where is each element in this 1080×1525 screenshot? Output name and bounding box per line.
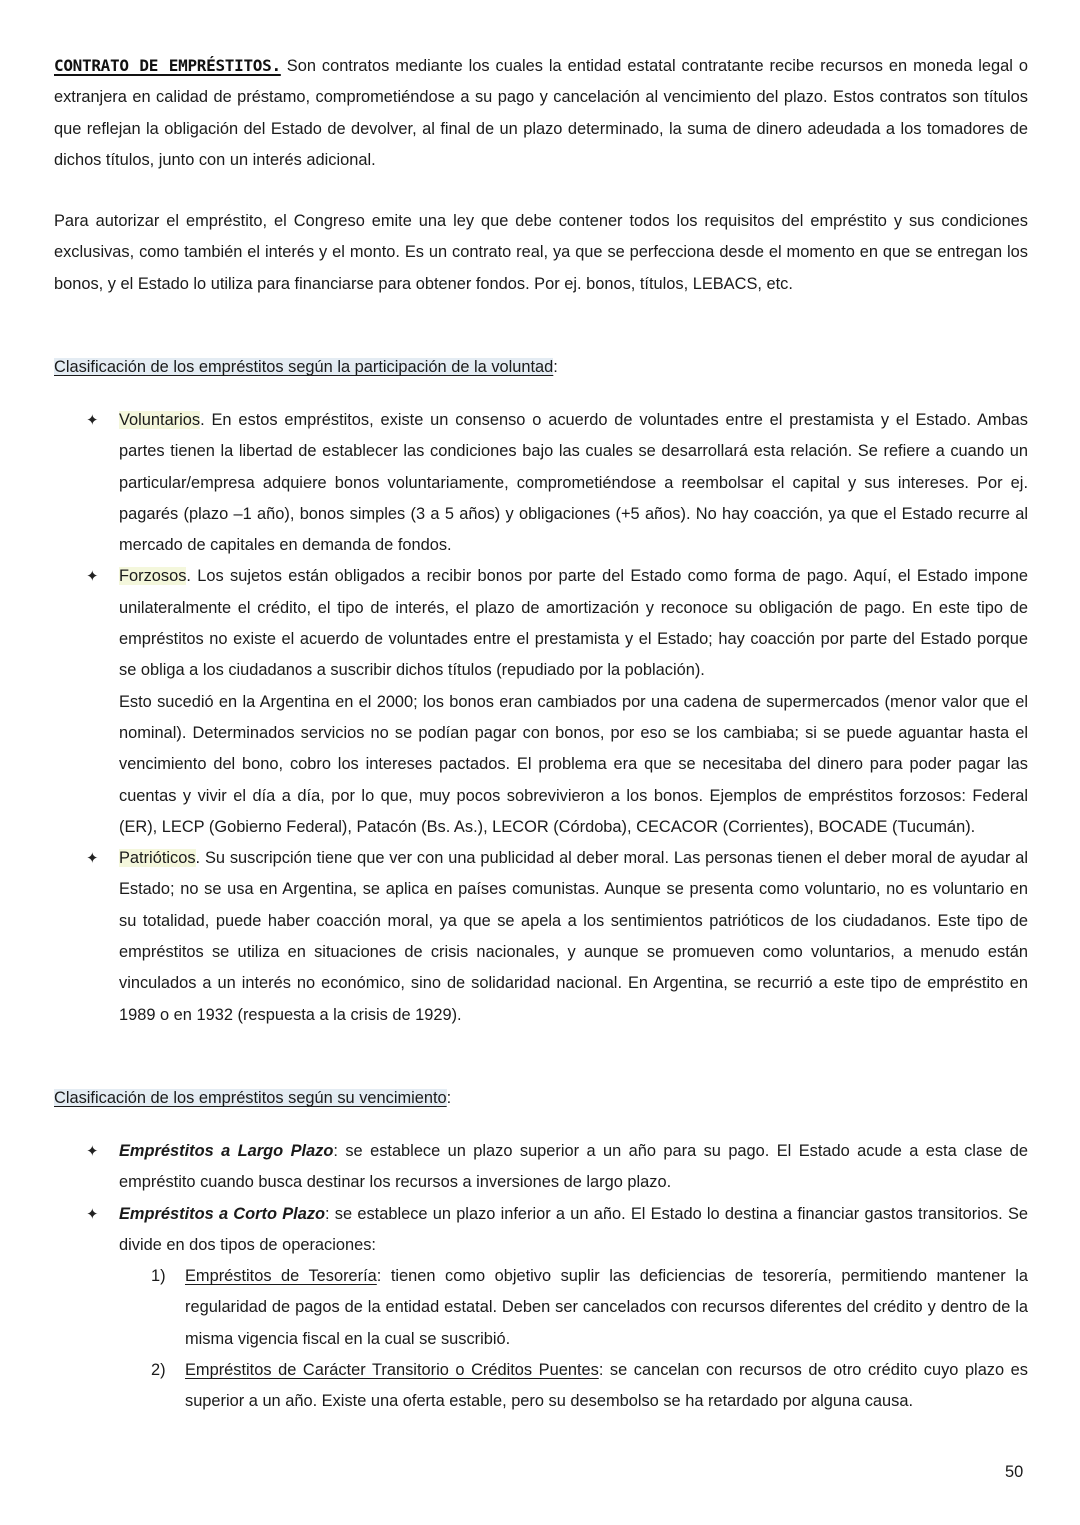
item-number: 2): [151, 1361, 166, 1380]
list-item-forzosos: [86, 561, 1028, 843]
sublist-item-tesoreria: [151, 1261, 1028, 1355]
section-heading-voluntad-text: Clasificación de los empréstitos según la participación de la voluntad: [54, 358, 554, 376]
text-voluntarios: . En estos empréstitos, existe un consenso o acuerdo de voluntades entre el prestamista y el Estado. Ambas partes tienen la libertad de establecer las condiciones bajo las cuales se desarrollará esta relación. Se refiere a cuando un particular/empresa adquiere bonos voluntariamente, comprometiéndose a reembolsar el capital y sus intereses. Por ej. pagarés (plazo –1 año), bonos simples (3 a 5 años) y obligaciones (+5 años). No hay coacción, ya que el Estado recurre al mercado de capitales en demanda de fondos.: [119, 411, 1028, 555]
sublist-item-transitorio: [151, 1355, 1028, 1418]
vencimiento-list: [0, 1136, 1080, 1418]
text-transitorio: : se cancelan con recursos de otro crédito cuyo plazo es superior a un año. Existe una oferta estable, pero su desembolso se ha retardado por alguna causa.: [185, 1361, 1028, 1411]
term-forzosos: Forzosos: [119, 567, 187, 586]
term-voluntarios: Voluntarios: [119, 411, 201, 429]
list-item-corto-plazo: [86, 1199, 1028, 1418]
voluntad-list: [0, 405, 1080, 1031]
term-tesoreria: Empréstitos de Tesorería: [185, 1267, 377, 1286]
text-forzosos: . Los sujetos están obligados a recibir bonos por parte del Estado como forma de pago. Aquí, el Estado impone unilateralmente el crédito, el tipo de interés, el plazo de amortización y reconoce su obligación de pago. En este tipo de empréstitos no existe el acuerdo de voluntades entre el prestamista y el Estado; hay coacción por parte del Estado porque se obliga a los ciudadanos a suscribir dichos títulos (repudiado por la población).: [119, 567, 1028, 680]
text-forzosos-2: Esto sucedió en la Argentina en el 2000; los bonos eran cambiados por una cadena de supermercados (menor valor que el nominal). Determinados servicios no se podían pagar con bonos, por eso se los cambiaba; si se puede aguantar hasta el vencimiento del bono, cobro los intereses pactados. El problema era que se necesitaba del dinero para poder pagar las cuentas y vivir el día a día, por lo que, muy pocos sobrevivieron a los bonos. Ejemplos de empréstitos forzosos: Federal (ER), LECP (Gobierno Federal), Patacón (Bs. As.), LECOR (Córdoba), CECACOR (Corrientes), BOCADE (Tucumán).: [119, 692, 1028, 836]
heading-colon: :: [446, 1089, 452, 1107]
star-bullet-icon: ✦: [86, 568, 99, 586]
term-patrioticos: Patrióticos: [119, 849, 196, 868]
section-heading-vencimiento-text: Clasificación de los empréstitos según su vencimiento: [54, 1089, 447, 1107]
page-number: 50: [1005, 1463, 1024, 1481]
list-item-voluntarios: [86, 405, 1028, 561]
section-heading-vencimiento: [54, 1083, 451, 1114]
term-transitorio: Empréstitos de Carácter Transitorio o Créditos Puentes: [185, 1361, 599, 1380]
term-largo-plazo: Empréstitos a Largo Plazo: [119, 1142, 334, 1160]
star-bullet-icon: ✦: [86, 1143, 99, 1160]
section-heading-voluntad: [54, 352, 558, 383]
list-item-largo-plazo: [86, 1136, 1029, 1199]
intro-text-1: Son contratos mediante los cuales la entidad estatal contratante recibe recursos en moneda legal o extranjera en calidad de préstamo, comprometiéndose a su pago y cancelación al vencimiento del plazo. Estos contratos son títulos que reflejan la obligación del Estado de devolver, al final de un plazo determinado, la suma de dinero adeudada a los tomadores de dichos títulos, junto con un interés adicional.: [54, 57, 1028, 169]
heading-colon: :: [553, 358, 558, 376]
corto-plazo-sublist: [119, 1261, 1028, 1417]
text-patrioticos: . Su suscripción tiene que ver con una publicidad al deber moral. Las personas tienen el deber moral de ayudar al Estado; no se usa en Argentina, se aplica en países comunistas. Aunque se presenta como voluntario, no es voluntario en su totalidad, puede haber coacción moral, ya que se apela a los sentimientos patrióticos de los ciudadanos. Este tipo de empréstitos se utiliza en situaciones de crisis nacionales, y aunque se promueven como voluntarios, a menudo están vinculados a un interés no económico, sino de solidaridad nacional. En Argentina, se recurrió a este tipo de empréstito en 1989 o en 1932 (respuesta a la crisis de 1929).: [119, 849, 1028, 1024]
star-bullet-icon: ✦: [86, 850, 99, 868]
text-tesoreria: : tienen como objetivo suplir las deficiencias de tesorería, permitiendo mantener la regularidad de pagos de la entidad estatal. Deben ser cancelados con recursos diferentes del crédito y dentro de la misma vigencia fiscal en la cual se suscribió.: [185, 1267, 1028, 1348]
text-largo-plazo: : se establece un plazo superior a un año para su pago. El Estado acude a esta clase de empréstito cuando busca destinar los recursos a inversiones de largo plazo.: [119, 1142, 1029, 1192]
page-title: CONTRATO DE EMPRÉSTITOS.: [54, 56, 281, 75]
list-item-patrioticos: [86, 843, 1028, 1031]
term-corto-plazo: Empréstitos a Corto Plazo: [119, 1204, 326, 1223]
text-corto-plazo: : se establece un plazo inferior a un año. El Estado lo destina a financiar gastos transitorios. Se divide en dos tipos de operaciones:: [119, 1204, 1028, 1254]
intro-paragraph-2: Para autorizar el empréstito, el Congreso emite una ley que debe contener todos los requisitos del empréstito y sus condiciones exclusivas, como también el interés y el monto. Es un contrato real, ya que se perfecciona desde el momento en que se entregan los bonos, y el Estado lo utiliza para financiarse para obtener fondos. Por ej. bonos, títulos, LEBACS, etc.: [54, 212, 1028, 293]
intro-paragraph-1: [54, 50, 1028, 176]
star-bullet-icon: ✦: [86, 412, 99, 429]
item-number: 1): [151, 1267, 166, 1286]
star-bullet-icon: ✦: [86, 1205, 99, 1223]
